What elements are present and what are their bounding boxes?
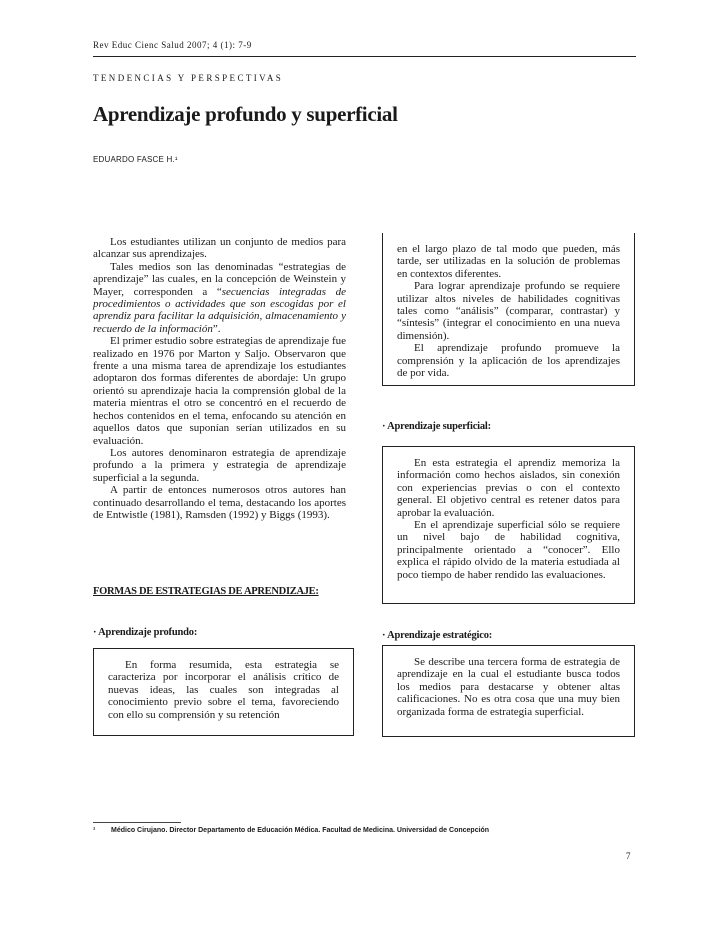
footnote — [93, 827, 489, 834]
journal-citation: Rev Educ Cienc Salud 2007; 4 (1): 7-9 — [93, 40, 252, 50]
section-label: TENDENCIAS Y PERSPECTIVAS — [93, 73, 284, 83]
box-estrategico — [382, 645, 635, 737]
box-cont-paragraph-3: El aprendizaje profundo promueve la comprensión y la aplicación de los aprendizajes de por vida. — [397, 342, 620, 380]
box-estrategico-text: Se describe una tercera forma de estrategia de aprendizaje en la cual el estudiante busca todos los medios para destacarse y obtener altas calificaciones. No es otra cosa que una muy bien organizada forma de estrategia superficial. — [397, 656, 620, 718]
box-superficial — [382, 446, 635, 604]
paragraph-1: Los estudiantes utilizan un conjunto de medios para alcanzar sus aprendizajes. — [93, 236, 346, 261]
paragraph-4: Los autores denominaron estrategia de aprendizaje profundo a la primera y estrategia de aprendizaje superficial a la segunda. — [93, 446, 346, 484]
left-column-text — [93, 236, 346, 521]
subheading-superficial: · Aprendizaje superficial: — [382, 421, 491, 432]
header-rule — [93, 56, 636, 57]
box-superficial-paragraph-2: En el aprendizaje superficial sólo se requiere un nivel bajo de habilidad cognitiva, principalmente orientado a “conocer”. Ello explica el rápido olvido de la materia estudiada al poco tiempo de haber rendido las evaluaciones. — [397, 519, 620, 581]
article-title: Aprendizaje profundo y superficial — [93, 102, 398, 126]
paragraph-5: A partir de entonces numerosos otros autores han continuado desarrollando el tema, destacando los aportes de Entwistle (1981), Ramsden (1992) y Biggs (1993). — [93, 484, 346, 521]
paragraph-2: Tales medios son las denominadas “estrategias de aprendizaje” las cuales, en la concepción de Weinstein y Mayer, corresponden a “secuencias integradas de procedimientos o actividades que son escogidas por el aprendiz para facilitar la adquisición, almacenamiento y recuerdo de la información”. — [93, 260, 346, 335]
author-name: EDUARDO FASCE H.¹ — [93, 155, 178, 164]
footnote-text: Médico Cirujano. Director Departamento de Educación Médica. Facultad de Medicina. Universidad de Concepción — [111, 827, 490, 834]
box-superficial-paragraph-1: En esta estrategia el aprendiz memoriza la información como hechos aislados, sin conexión con experiencias previas o con el contexto general. El objetivo central es retener datos para aprobar la evaluación. — [397, 457, 620, 519]
subheading-profundo: · Aprendizaje profundo: — [93, 627, 198, 638]
box-profundo — [93, 648, 354, 736]
box-profundo-continued — [382, 233, 635, 386]
footnote-rule — [93, 822, 181, 823]
box-cont-paragraph-1: en el largo plazo de tal modo que pueden, más tarde, ser utilizadas en la solución de problemas en contextos diferentes. — [397, 243, 620, 280]
page-number: 7 — [626, 851, 631, 861]
box-profundo-text: En forma resumida, esta estrategia se caracteriza por incorporar el análisis crítico de nuevas ideas, las cuales son integradas al conocimiento previo sobre el tema, favoreciendo con ello su comprensión y su retención — [108, 659, 339, 721]
subheading-estrategico: · Aprendizaje estratégico: — [382, 630, 493, 641]
footnote-mark: ¹ — [93, 827, 96, 834]
box-cont-paragraph-2: Para lograr aprendizaje profundo se requiere utilizar altos niveles de habilidades cognitivas tales como “análisis” (comparar, contrastar) y “síntesis” (integrar el conocimiento en una nueva dimensión). — [397, 280, 620, 342]
paragraph-2-quote: secuencias integradas de procedimientos o actividades que son escogidas por el aprendiz para facilitar la adquisición, almacenamiento y recuerdo de la información — [93, 285, 346, 335]
paragraph-3: El primer estudio sobre estrategias de aprendizaje fue realizado en 1976 por Marton y Saljo. Observaron que frente a una misma tarea de aprendizaje los estudiantes adoptaron dos formas diferentes de abordaje: Un grupo orientó su aprendizaje hacia la comprensión global de la materia mientras el otro se concentró en el recuerdo de hechos contenidos en el tema, enfocando su atención en aquellos datos que suponían serían utilizados en su evaluación. — [93, 335, 346, 447]
section-heading: FORMAS DE ESTRATEGIAS DE APRENDIZAJE: — [93, 586, 319, 597]
